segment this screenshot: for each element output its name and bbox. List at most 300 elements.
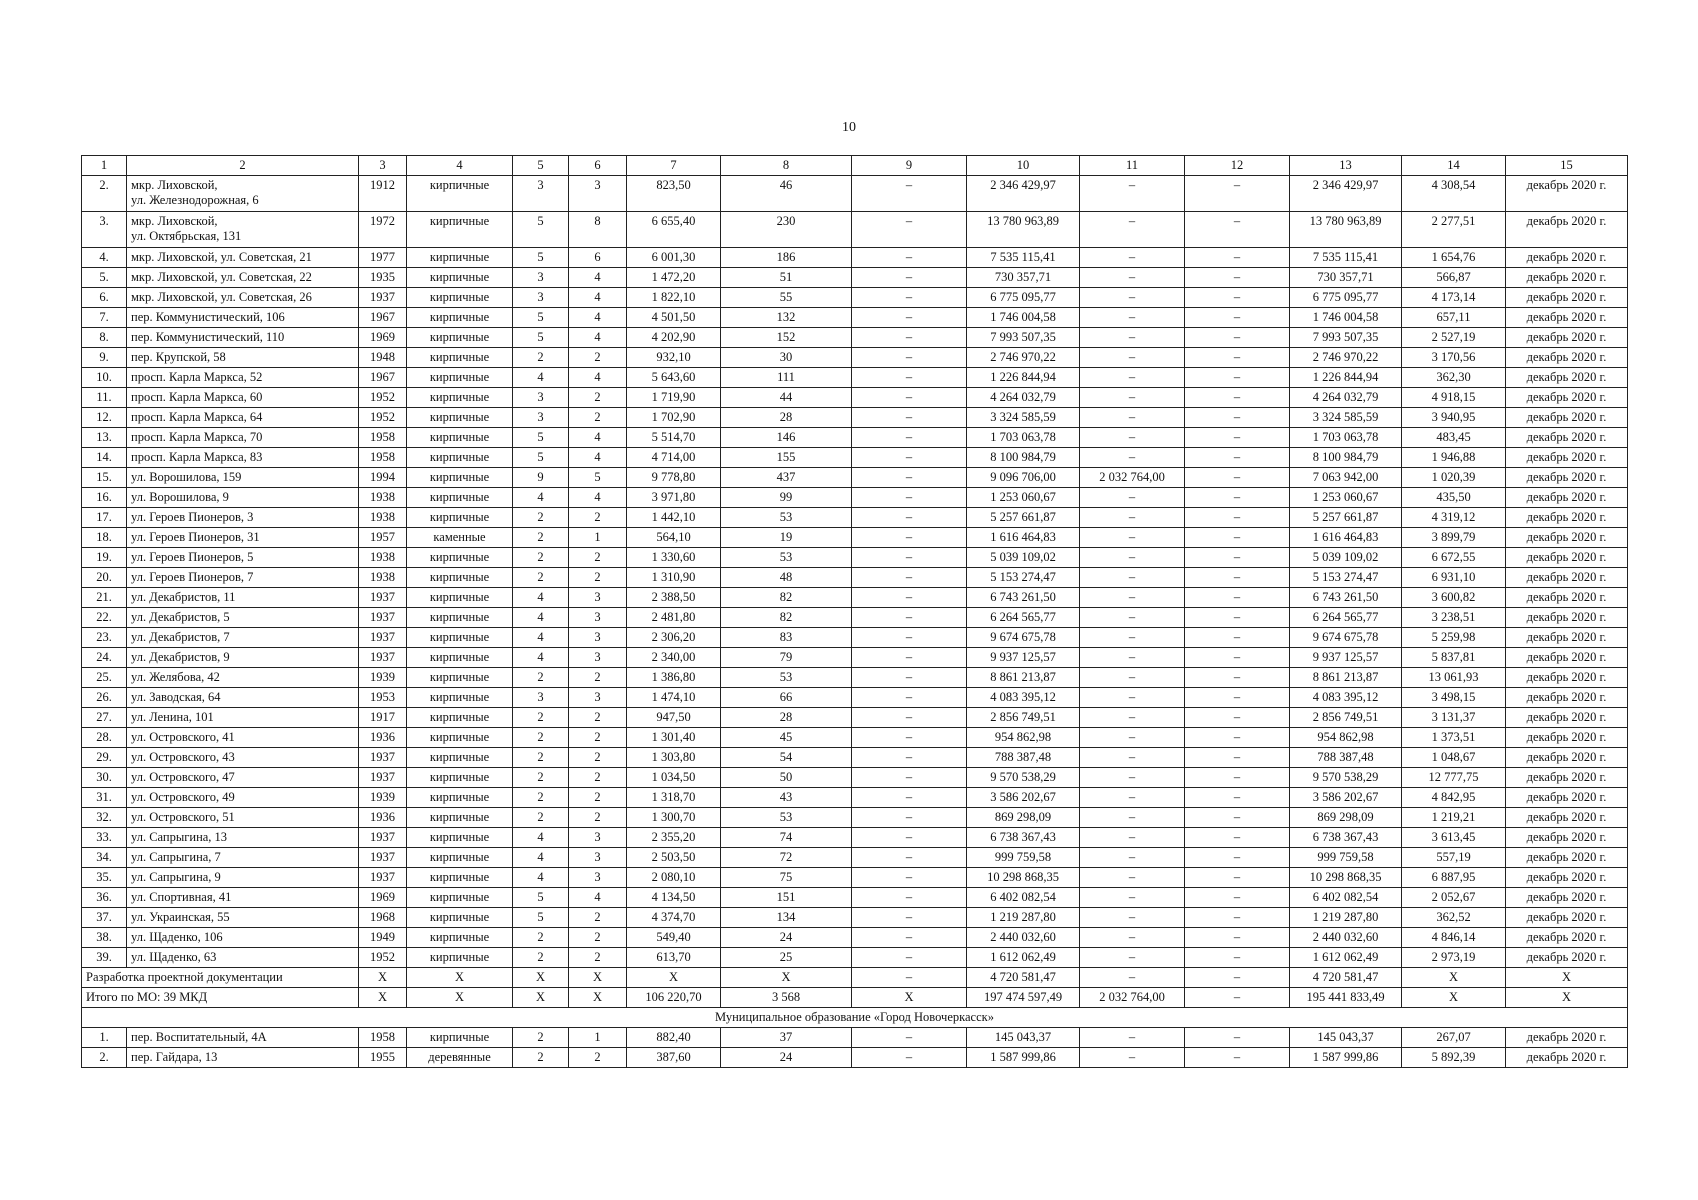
floors-cell: 2 <box>513 1028 569 1048</box>
col9-cell: – <box>852 628 967 648</box>
floors-cell: 3 <box>513 268 569 288</box>
floors-cell: 5 <box>513 308 569 328</box>
col13-cost-cell: 9 674 675,78 <box>1290 628 1402 648</box>
floors-cell: 4 <box>513 628 569 648</box>
wall-material-cell: кирпичные <box>407 788 513 808</box>
floors-cell: 4 <box>513 588 569 608</box>
area-cell: 1 719,90 <box>627 388 721 408</box>
floors-cell: 2 <box>513 668 569 688</box>
unit-cost-cell: 6 672,55 <box>1402 548 1506 568</box>
entrances-cell: 3 <box>569 176 627 212</box>
table-row <box>82 828 1628 848</box>
entrances-cell: 2 <box>569 348 627 368</box>
area-cell: 1 442,10 <box>627 508 721 528</box>
deadline-cell: декабрь 2020 г. <box>1506 608 1628 628</box>
deadline-cell: декабрь 2020 г. <box>1506 468 1628 488</box>
deadline-cell: декабрь 2020 г. <box>1506 548 1628 568</box>
total-cost-cell: 999 759,58 <box>967 848 1080 868</box>
area-cell: 1 702,90 <box>627 408 721 428</box>
total-cost-cell: 8 100 984,79 <box>967 448 1080 468</box>
area-cell: 947,50 <box>627 708 721 728</box>
entrances-cell: 2 <box>569 748 627 768</box>
year-built-cell: 1958 <box>359 428 407 448</box>
col9-cell: – <box>852 848 967 868</box>
floors-cell: 2 <box>513 348 569 368</box>
row-number-cell: 30. <box>82 768 127 788</box>
col12-cell: – <box>1185 608 1290 628</box>
col9-cell: – <box>852 176 967 212</box>
unit-cost-cell: 5 259,98 <box>1402 628 1506 648</box>
col9-cell: – <box>852 528 967 548</box>
row-number-cell: 15. <box>82 468 127 488</box>
table-row <box>82 928 1628 948</box>
wall-material-cell: кирпичные <box>407 588 513 608</box>
col12-cell: – <box>1185 1048 1290 1068</box>
row-number-cell: 19. <box>82 548 127 568</box>
col12-cell: – <box>1185 948 1290 968</box>
unit-cost-cell: 362,52 <box>1402 908 1506 928</box>
residents-cell: 54 <box>721 748 852 768</box>
col11-cell: – <box>1080 1048 1185 1068</box>
col9-cell: – <box>852 588 967 608</box>
wall-material-cell: кирпичные <box>407 868 513 888</box>
address-cell: пер. Коммунистический, 106 <box>127 308 359 328</box>
floors-cell: 3 <box>513 388 569 408</box>
total-cost-cell: 6 743 261,50 <box>967 588 1080 608</box>
row-number-cell: 9. <box>82 348 127 368</box>
floors-cell: 5 <box>513 248 569 268</box>
deadline-cell: декабрь 2020 г. <box>1506 1048 1628 1068</box>
col13-cost-cell: 1 612 062,49 <box>1290 948 1402 968</box>
col13-cost-cell: 1 219 287,80 <box>1290 908 1402 928</box>
col13-cost-cell: 10 298 868,35 <box>1290 868 1402 888</box>
col12-cell: – <box>1185 408 1290 428</box>
area-cell: 1 318,70 <box>627 788 721 808</box>
summary-value-cell: – <box>1080 968 1185 988</box>
deadline-cell: декабрь 2020 г. <box>1506 708 1628 728</box>
address-cell: ул. Украинская, 55 <box>127 908 359 928</box>
column-number-cell: 11 <box>1080 156 1185 176</box>
residents-cell: 83 <box>721 628 852 648</box>
residents-cell: 74 <box>721 828 852 848</box>
column-number-cell: 9 <box>852 156 967 176</box>
row-number-cell: 27. <box>82 708 127 728</box>
col12-cell: – <box>1185 508 1290 528</box>
table-row <box>82 948 1628 968</box>
total-cost-cell: 4 083 395,12 <box>967 688 1080 708</box>
col12-cell: – <box>1185 268 1290 288</box>
summary-value-cell: X <box>407 988 513 1008</box>
total-cost-cell: 1 616 464,83 <box>967 528 1080 548</box>
address-cell: ул. Ленина, 101 <box>127 708 359 728</box>
col9-cell: – <box>852 348 967 368</box>
year-built-cell: 1952 <box>359 948 407 968</box>
row-number-cell: 35. <box>82 868 127 888</box>
col11-cell: – <box>1080 488 1185 508</box>
area-cell: 4 374,70 <box>627 908 721 928</box>
unit-cost-cell: 2 277,51 <box>1402 212 1506 248</box>
entrances-cell: 2 <box>569 1048 627 1068</box>
col11-cell: – <box>1080 248 1185 268</box>
col13-cost-cell: 145 043,37 <box>1290 1028 1402 1048</box>
col9-cell: – <box>852 648 967 668</box>
floors-cell: 4 <box>513 608 569 628</box>
address-cell: просп. Карла Маркса, 70 <box>127 428 359 448</box>
col13-cost-cell: 1 703 063,78 <box>1290 428 1402 448</box>
col13-cost-cell: 6 402 082,54 <box>1290 888 1402 908</box>
address-cell: просп. Карла Маркса, 64 <box>127 408 359 428</box>
address-cell: ул. Островского, 51 <box>127 808 359 828</box>
col13-cost-cell: 6 738 367,43 <box>1290 828 1402 848</box>
table-row <box>82 268 1628 288</box>
deadline-cell: декабрь 2020 г. <box>1506 828 1628 848</box>
col9-cell: – <box>852 368 967 388</box>
col9-cell: – <box>852 488 967 508</box>
address-cell: ул. Заводская, 64 <box>127 688 359 708</box>
area-cell: 1 330,60 <box>627 548 721 568</box>
deadline-cell: декабрь 2020 г. <box>1506 628 1628 648</box>
summary-value-cell: X <box>359 968 407 988</box>
col9-cell: – <box>852 768 967 788</box>
col13-cost-cell: 6 264 565,77 <box>1290 608 1402 628</box>
total-cost-cell: 2 746 970,22 <box>967 348 1080 368</box>
entrances-cell: 4 <box>569 268 627 288</box>
floors-cell: 2 <box>513 548 569 568</box>
residents-cell: 45 <box>721 728 852 748</box>
col9-cell: – <box>852 708 967 728</box>
address-cell: мкр. Лиховской, ул. Советская, 21 <box>127 248 359 268</box>
floors-cell: 2 <box>513 928 569 948</box>
row-number-cell: 18. <box>82 528 127 548</box>
col13-cost-cell: 4 083 395,12 <box>1290 688 1402 708</box>
col13-cost-cell: 4 264 032,79 <box>1290 388 1402 408</box>
wall-material-cell: кирпичные <box>407 648 513 668</box>
entrances-cell: 4 <box>569 308 627 328</box>
floors-cell: 5 <box>513 888 569 908</box>
col11-cell: – <box>1080 528 1185 548</box>
col13-cost-cell: 1 616 464,83 <box>1290 528 1402 548</box>
total-cost-cell: 7 993 507,35 <box>967 328 1080 348</box>
address-cell: ул. Островского, 47 <box>127 768 359 788</box>
col9-cell: – <box>852 748 967 768</box>
col12-cell: – <box>1185 288 1290 308</box>
deadline-cell: декабрь 2020 г. <box>1506 748 1628 768</box>
wall-material-cell: кирпичные <box>407 888 513 908</box>
address-cell: ул. Островского, 41 <box>127 728 359 748</box>
residents-cell: 53 <box>721 808 852 828</box>
wall-material-cell: кирпичные <box>407 308 513 328</box>
column-number-cell: 15 <box>1506 156 1628 176</box>
address-cell: просп. Карла Маркса, 83 <box>127 448 359 468</box>
col13-cost-cell: 13 780 963,89 <box>1290 212 1402 248</box>
entrances-cell: 2 <box>569 768 627 788</box>
col13-cost-cell: 3 324 585,59 <box>1290 408 1402 428</box>
col9-cell: – <box>852 808 967 828</box>
residents-cell: 44 <box>721 388 852 408</box>
floors-cell: 4 <box>513 848 569 868</box>
row-number-cell: 16. <box>82 488 127 508</box>
residents-cell: 53 <box>721 548 852 568</box>
col9-cell: – <box>852 828 967 848</box>
residents-cell: 28 <box>721 408 852 428</box>
deadline-cell: декабрь 2020 г. <box>1506 248 1628 268</box>
summary-value-cell: 106 220,70 <box>627 988 721 1008</box>
table-row <box>82 588 1628 608</box>
table-row <box>82 868 1628 888</box>
unit-cost-cell: 483,45 <box>1402 428 1506 448</box>
unit-cost-cell: 4 846,14 <box>1402 928 1506 948</box>
col13-cost-cell: 788 387,48 <box>1290 748 1402 768</box>
area-cell: 2 503,50 <box>627 848 721 868</box>
total-cost-cell: 5 039 109,02 <box>967 548 1080 568</box>
row-number-cell: 7. <box>82 308 127 328</box>
col9-cell: – <box>852 248 967 268</box>
area-cell: 882,40 <box>627 1028 721 1048</box>
row-number-cell: 10. <box>82 368 127 388</box>
deadline-cell: декабрь 2020 г. <box>1506 1028 1628 1048</box>
unit-cost-cell: 2 973,19 <box>1402 948 1506 968</box>
row-number-cell: 21. <box>82 588 127 608</box>
deadline-cell: декабрь 2020 г. <box>1506 948 1628 968</box>
wall-material-cell: кирпичные <box>407 808 513 828</box>
col9-cell: – <box>852 608 967 628</box>
col13-cost-cell: 5 257 661,87 <box>1290 508 1402 528</box>
residents-cell: 37 <box>721 1028 852 1048</box>
area-cell: 613,70 <box>627 948 721 968</box>
table-row <box>82 848 1628 868</box>
floors-cell: 4 <box>513 488 569 508</box>
year-built-cell: 1955 <box>359 1048 407 1068</box>
address-cell: мкр. Лиховской, ул. Октябрьская, 131 <box>127 212 359 248</box>
residents-cell: 28 <box>721 708 852 728</box>
col12-cell: – <box>1185 888 1290 908</box>
table-row <box>82 288 1628 308</box>
floors-cell: 2 <box>513 508 569 528</box>
col9-cell: – <box>852 328 967 348</box>
total-cost-cell: 1 226 844,94 <box>967 368 1080 388</box>
column-number-cell: 14 <box>1402 156 1506 176</box>
floors-cell: 3 <box>513 288 569 308</box>
address-cell: пер. Воспитательный, 4А <box>127 1028 359 1048</box>
unit-cost-cell: 3 170,56 <box>1402 348 1506 368</box>
col12-cell: – <box>1185 748 1290 768</box>
total-cost-cell: 7 535 115,41 <box>967 248 1080 268</box>
unit-cost-cell: 1 219,21 <box>1402 808 1506 828</box>
table-row <box>82 888 1628 908</box>
col12-cell: – <box>1185 728 1290 748</box>
row-number-cell: 32. <box>82 808 127 828</box>
total-cost-cell: 3 586 202,67 <box>967 788 1080 808</box>
col11-cell: – <box>1080 908 1185 928</box>
residents-cell: 24 <box>721 1048 852 1068</box>
wall-material-cell: кирпичные <box>407 408 513 428</box>
wall-material-cell: кирпичные <box>407 568 513 588</box>
row-number-cell: 25. <box>82 668 127 688</box>
col12-cell: – <box>1185 648 1290 668</box>
deadline-cell: декабрь 2020 г. <box>1506 648 1628 668</box>
col9-cell: – <box>852 928 967 948</box>
entrances-cell: 1 <box>569 1028 627 1048</box>
col12-cell: – <box>1185 248 1290 268</box>
floors-cell: 2 <box>513 728 569 748</box>
floors-cell: 5 <box>513 212 569 248</box>
table-body <box>82 156 1628 1068</box>
residents-cell: 75 <box>721 868 852 888</box>
row-number-cell: 12. <box>82 408 127 428</box>
residents-cell: 152 <box>721 328 852 348</box>
wall-material-cell: кирпичные <box>407 488 513 508</box>
table-row <box>82 908 1628 928</box>
wall-material-cell: кирпичные <box>407 928 513 948</box>
wall-material-cell: кирпичные <box>407 768 513 788</box>
col9-cell: – <box>852 288 967 308</box>
total-cost-cell: 5 257 661,87 <box>967 508 1080 528</box>
deadline-cell: декабрь 2020 г. <box>1506 768 1628 788</box>
col13-cost-cell: 7 063 942,00 <box>1290 468 1402 488</box>
deadline-cell: декабрь 2020 г. <box>1506 212 1628 248</box>
deadline-cell: декабрь 2020 г. <box>1506 308 1628 328</box>
col11-cell: – <box>1080 176 1185 212</box>
col11-cell: – <box>1080 428 1185 448</box>
col13-cost-cell: 9 937 125,57 <box>1290 648 1402 668</box>
row-number-cell: 2. <box>82 176 127 212</box>
unit-cost-cell: 557,19 <box>1402 848 1506 868</box>
total-cost-cell: 1 703 063,78 <box>967 428 1080 448</box>
row-number-cell: 5. <box>82 268 127 288</box>
area-cell: 564,10 <box>627 528 721 548</box>
area-cell: 549,40 <box>627 928 721 948</box>
address-cell: пер. Гайдара, 13 <box>127 1048 359 1068</box>
table-row <box>82 668 1628 688</box>
deadline-cell: декабрь 2020 г. <box>1506 388 1628 408</box>
summary-value-cell: – <box>852 968 967 988</box>
col9-cell: – <box>852 1028 967 1048</box>
col11-cell: – <box>1080 268 1185 288</box>
year-built-cell: 1953 <box>359 688 407 708</box>
year-built-cell: 1937 <box>359 748 407 768</box>
residents-cell: 99 <box>721 488 852 508</box>
year-built-cell: 1937 <box>359 608 407 628</box>
col12-cell: – <box>1185 1028 1290 1048</box>
col12-cell: – <box>1185 448 1290 468</box>
year-built-cell: 1967 <box>359 368 407 388</box>
deadline-cell: декабрь 2020 г. <box>1506 488 1628 508</box>
year-built-cell: 1917 <box>359 708 407 728</box>
address-cell: ул. Желябова, 42 <box>127 668 359 688</box>
summary-value-cell: X <box>1402 968 1506 988</box>
register-table-container <box>81 155 1627 1068</box>
floors-cell: 3 <box>513 176 569 212</box>
table-row <box>82 568 1628 588</box>
col11-cell: – <box>1080 548 1185 568</box>
area-cell: 6 655,40 <box>627 212 721 248</box>
row-number-cell: 6. <box>82 288 127 308</box>
address-cell: ул. Спортивная, 41 <box>127 888 359 908</box>
row-number-cell: 29. <box>82 748 127 768</box>
row-number-cell: 26. <box>82 688 127 708</box>
col9-cell: – <box>852 468 967 488</box>
entrances-cell: 2 <box>569 788 627 808</box>
unit-cost-cell: 362,30 <box>1402 368 1506 388</box>
address-cell: ул. Героев Пионеров, 5 <box>127 548 359 568</box>
total-cost-cell: 3 324 585,59 <box>967 408 1080 428</box>
row-number-cell: 14. <box>82 448 127 468</box>
row-number-cell: 17. <box>82 508 127 528</box>
area-cell: 3 971,80 <box>627 488 721 508</box>
col13-cost-cell: 1 253 060,67 <box>1290 488 1402 508</box>
summary-value-cell: 3 568 <box>721 988 852 1008</box>
section-header-row <box>82 1008 1628 1028</box>
unit-cost-cell: 1 654,76 <box>1402 248 1506 268</box>
col12-cell: – <box>1185 488 1290 508</box>
year-built-cell: 1936 <box>359 728 407 748</box>
area-cell: 4 501,50 <box>627 308 721 328</box>
total-cost-cell: 9 570 538,29 <box>967 768 1080 788</box>
col11-cell: – <box>1080 1028 1185 1048</box>
total-cost-cell: 8 861 213,87 <box>967 668 1080 688</box>
col9-cell: – <box>852 668 967 688</box>
unit-cost-cell: 4 308,54 <box>1402 176 1506 212</box>
area-cell: 2 306,20 <box>627 628 721 648</box>
entrances-cell: 2 <box>569 508 627 528</box>
unit-cost-cell: 3 899,79 <box>1402 528 1506 548</box>
area-cell: 1 472,20 <box>627 268 721 288</box>
col11-cell: – <box>1080 788 1185 808</box>
col13-cost-cell: 730 357,71 <box>1290 268 1402 288</box>
summary-value-cell: X <box>721 968 852 988</box>
row-number-cell: 23. <box>82 628 127 648</box>
deadline-cell: декабрь 2020 г. <box>1506 448 1628 468</box>
col11-cell: – <box>1080 608 1185 628</box>
total-cost-cell: 10 298 868,35 <box>967 868 1080 888</box>
wall-material-cell: кирпичные <box>407 608 513 628</box>
unit-cost-cell: 4 918,15 <box>1402 388 1506 408</box>
col12-cell: – <box>1185 768 1290 788</box>
unit-cost-cell: 3 940,95 <box>1402 408 1506 428</box>
residents-cell: 55 <box>721 288 852 308</box>
unit-cost-cell: 6 931,10 <box>1402 568 1506 588</box>
wall-material-cell: каменные <box>407 528 513 548</box>
col13-cost-cell: 2 856 749,51 <box>1290 708 1402 728</box>
floors-cell: 4 <box>513 868 569 888</box>
summary-value-cell: 195 441 833,49 <box>1290 988 1402 1008</box>
row-number-cell: 8. <box>82 328 127 348</box>
address-cell: просп. Карла Маркса, 60 <box>127 388 359 408</box>
deadline-cell: декабрь 2020 г. <box>1506 688 1628 708</box>
design-docs-row <box>82 968 1628 988</box>
residents-cell: 46 <box>721 176 852 212</box>
floors-cell: 2 <box>513 708 569 728</box>
year-built-cell: 1939 <box>359 668 407 688</box>
entrances-cell: 4 <box>569 448 627 468</box>
col12-cell: – <box>1185 588 1290 608</box>
residents-cell: 186 <box>721 248 852 268</box>
total-cost-cell: 1 587 999,86 <box>967 1048 1080 1068</box>
area-cell: 2 340,00 <box>627 648 721 668</box>
table-row <box>82 388 1628 408</box>
year-built-cell: 1958 <box>359 448 407 468</box>
col12-cell: – <box>1185 212 1290 248</box>
entrances-cell: 3 <box>569 868 627 888</box>
summary-value-cell: X <box>1506 988 1628 1008</box>
area-cell: 4 714,00 <box>627 448 721 468</box>
year-built-cell: 1939 <box>359 788 407 808</box>
total-cost-cell: 5 153 274,47 <box>967 568 1080 588</box>
col13-cost-cell: 5 153 274,47 <box>1290 568 1402 588</box>
address-cell: ул. Декабристов, 9 <box>127 648 359 668</box>
column-number-cell: 1 <box>82 156 127 176</box>
column-number-cell: 8 <box>721 156 852 176</box>
